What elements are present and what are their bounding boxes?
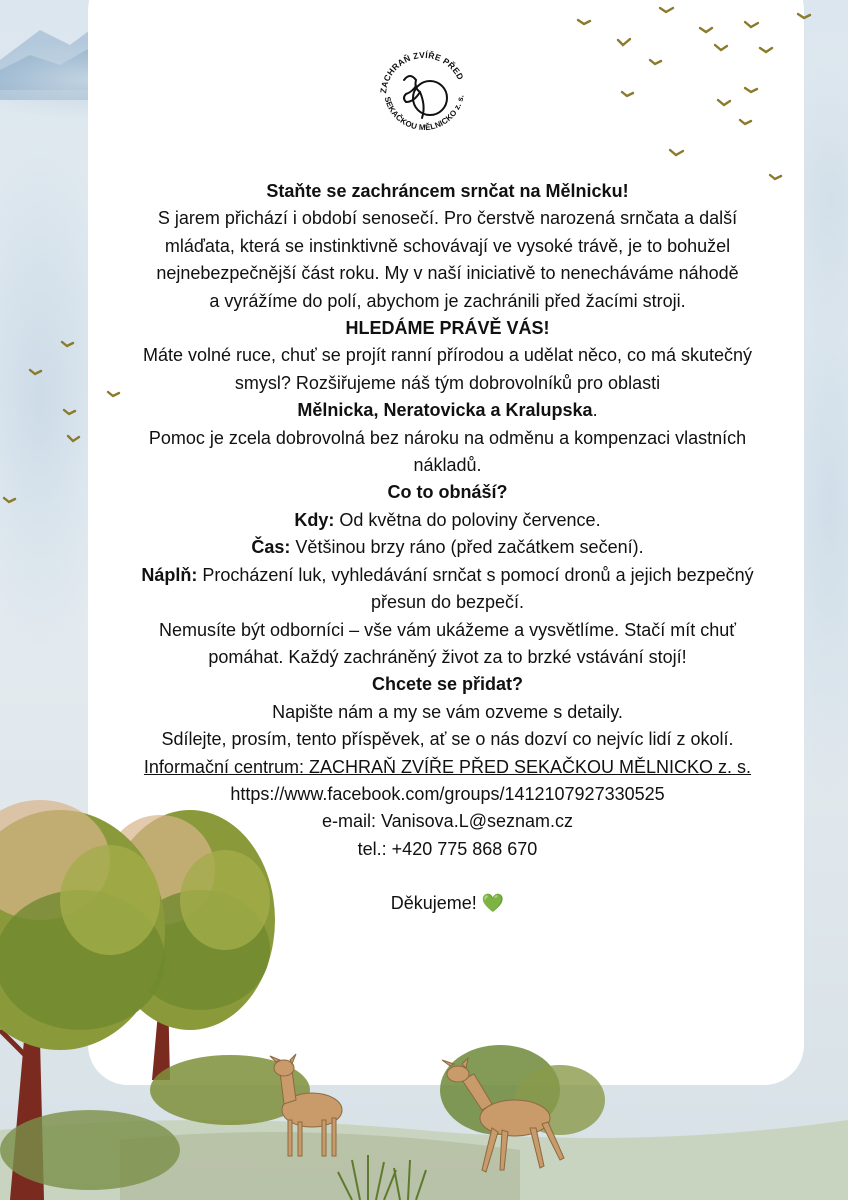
intro-line: nejnebezpečnější část roku. My v naší iniciativě to nenecháváme náhodě [156,263,739,284]
page-title: Staňte se zachráncem srnčat na Mělnicku! [266,181,629,201]
heart-icon: 💚 [481,893,505,914]
search-line: Máte volné ruce, chuť se projít ranní přírodou a udělat něco, co má skutečný [142,345,753,366]
email-contact[interactable]: e-mail: Vanisova.L@seznam.cz [321,811,574,832]
volunteer-line: Pomoc je zcela dobrovolná bez nároku na odměnu a kompenzaci vlastních [148,427,747,448]
join-line: Sdílejte, prosím, tento příspěvek, ať se o nás dozví co nejvíc lidí z okolí. [161,729,734,750]
heading-what: Co to obnáší? [387,482,508,503]
thanks-text: Děkujeme! [390,893,477,914]
task-label: Náplň: [141,564,198,585]
reassure-line: Nemusíte být odborníci – vše vám ukážeme a vysvětlíme. Stačí mít chuť [159,619,736,640]
spacer [100,863,795,890]
when-label: Kdy: [294,509,335,530]
intro-line: mláďata, která se instinktivně schovávají ve vysoké trávě, je to bohužel [164,235,731,256]
heading-search: HLEDÁME PRÁVĚ VÁS! [345,318,550,339]
time-label: Čas: [251,537,291,558]
heading-join: Chcete se přidat? [371,674,524,695]
intro-line: a vyrážíme do polí, abychom je zachránili před žacími stroji. [209,290,686,311]
join-line: Napište nám a my se vám ozveme s detaily. [272,701,623,722]
facebook-link[interactable]: https://www.facebook.com/groups/1412107927330525 [230,783,665,804]
search-line: smysl? Rozšiřujeme náš tým dobrovolníků pro oblasti [234,372,661,393]
regions-line [100,397,795,424]
time-value: Většinou brzy ráno (před začátkem sečení). [290,537,644,558]
when-value: Od května do poloviny července. [334,509,601,530]
deer-head-icon [404,76,447,118]
phone-contact[interactable]: tel.: +420 775 868 670 [357,838,538,859]
info-center-link[interactable]: Informační centrum: ZACHRAŇ ZVÍŘE PŘED SEKAČKOU MĚLNICKO z. s. [143,756,752,777]
regions: Mělnicka, Neratovicka a Kralupska [297,400,593,421]
regions-suffix: . [592,400,598,421]
main-text [100,178,795,918]
time-line [100,534,795,561]
reassure-line: pomáhat. Každý zachráněný život za to brzké vstávání stojí! [208,646,687,667]
svg-text:ZACHRAŇ ZVÍŘE PŘED: ZACHRAŇ ZVÍŘE PŘED [378,49,466,94]
task-line-2: přesun do bezpečí. [370,592,525,613]
thanks-line [100,890,795,917]
volunteer-line: nákladů. [413,455,482,476]
task-line [100,562,795,589]
task-value: Procházení luk, vyhledávání srnčat s pomocí dronů a jejich bezpečný [197,564,754,585]
svg-text:SEKAČKOU MĚLNICKO z. s.: SEKAČKOU MĚLNICKO z. s. [382,93,466,133]
when-line [100,507,795,534]
organization-logo [376,40,472,144]
intro-line: S jarem přichází i období senosečí. Pro čerstvě narozená srnčata a další [157,208,738,229]
